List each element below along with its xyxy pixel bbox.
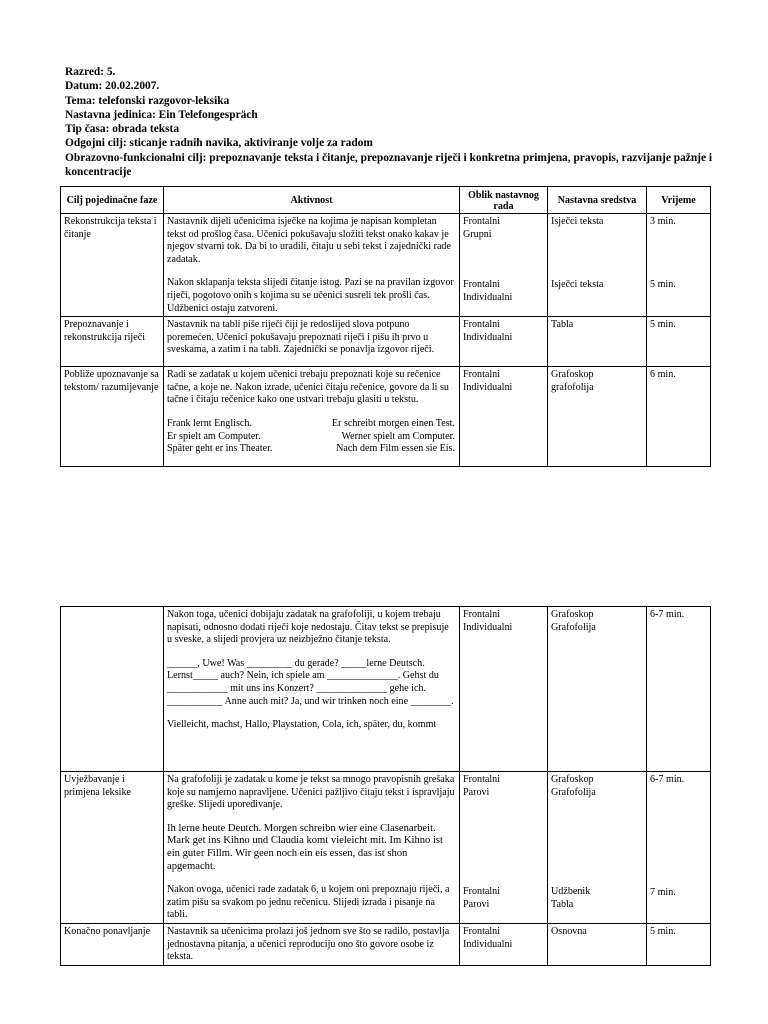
table-row bbox=[61, 317, 711, 367]
activity-cell bbox=[164, 214, 460, 317]
sentence: Er spielt am Computer. bbox=[167, 430, 261, 442]
means-value: Isječci teksta bbox=[551, 278, 604, 290]
means-cell: Tabla bbox=[548, 317, 647, 367]
error-text-exercise: Ih lerne heute Deutch. Morgen schreibn wier eine Clasenarbeit. Mark get ins Kihno und Claudia komt vieleicht mit. Im Kihno ist ein guter Fillm. Wir geen noch ein eis essen, das ist shon apgemacht. bbox=[167, 822, 443, 872]
phase-cell: Pobliže upoznavanje sa tekstom/ razumijevanje bbox=[61, 367, 164, 467]
phase-cell: Konačno ponavljanje bbox=[61, 924, 164, 966]
time-value: 5 min. bbox=[650, 278, 676, 290]
form-cell: Frontalni Individualni bbox=[460, 367, 548, 467]
means-cell: Grafoskop grafofolija bbox=[548, 367, 647, 467]
table-row bbox=[61, 367, 711, 467]
lesson-header bbox=[65, 65, 715, 179]
header-date: Datum: 20.02.2007. bbox=[65, 80, 160, 93]
table-header-row bbox=[61, 187, 711, 214]
time-cell: 6 min. bbox=[647, 367, 711, 467]
form-cell: Frontalni Individualni bbox=[460, 317, 548, 367]
column-header-phase: Cilj pojedinačne faze bbox=[61, 187, 164, 214]
means-value: Udžbenik Tabla bbox=[551, 886, 591, 910]
cloze-exercise: ______, Uwe! Was _________ du gerade? _____lerne Deutsch. Lernst_____ auch? Nein, ich spiele am ______________. Gehst du ____________ mit uns ins Konzert? ______________ gehe ich. ___________ Anne auch mit? Ja, und wir trinken noch eine ________. bbox=[167, 657, 454, 707]
means-value: Grafoskop Grafofolija bbox=[551, 774, 596, 798]
column-header-time: Vrijeme bbox=[647, 187, 711, 214]
table-row bbox=[61, 924, 711, 966]
column-header-activity: Aktivnost bbox=[164, 187, 460, 214]
means-value: Isječci teksta bbox=[551, 216, 604, 227]
table-row bbox=[61, 214, 711, 317]
time-cell: 6-7 min. bbox=[647, 607, 711, 772]
activity-text: Nakon ovoga, učenici rade zadatak 6, u kojem oni prepoznaju riječi, a zatim pišu sa svakom po jednu rečenicu. Slijedi izrada i pisanje na tabli. bbox=[167, 884, 450, 921]
header-functional-goal: Obrazovno-funkcionalni cilj: prepoznavanje teksta i čitanje, prepoznavanje riječi i konkretna primjena, pravopis, razvijanje pažnje i koncentracije bbox=[65, 151, 713, 179]
form-value: Frontalni Parovi bbox=[463, 886, 501, 910]
column-header-form: Oblik nastavnog rada bbox=[460, 187, 548, 214]
activity-text: Radi se zadatak u kojem učenici trebaju prepoznati koje su rečenice tačne, a koje ne. Nakon izrade, učenici čitaju rečenice, govore da li su tačne i čitaju rečenice kako one ustvari trebaju glasiti u tekstu. bbox=[167, 369, 449, 406]
header-topic: Tema: telefonski razgovor-leksika bbox=[65, 94, 230, 107]
time-value: 7 min. bbox=[650, 886, 676, 898]
form-cell bbox=[460, 772, 548, 924]
phase-cell: Rekonstrukcija teksta i čitanje bbox=[61, 214, 164, 317]
activity-text: Nastavnik dijeli učenicima isječke na kojima je napisan kompletan tekst od prošlog časa. Učenici pokušavaju složiti tekst onako kakav je njegov stvarni tok. Da bi to uradili, čitaju u sebi tekst i zajednički rade zadatak. bbox=[167, 216, 451, 265]
time-value: 3 min. bbox=[650, 216, 676, 227]
form-cell: Frontalni Individualni bbox=[460, 607, 548, 772]
sentence: Später geht er ins Theater. bbox=[167, 443, 273, 455]
sentence: Nach dem Film essen sie Eis. bbox=[336, 443, 455, 455]
lesson-plan-table-page-2 bbox=[60, 606, 711, 966]
sentence: Werner spielt am Computer. bbox=[341, 430, 455, 442]
time-cell: 5 min. bbox=[647, 317, 711, 367]
activity-cell bbox=[164, 772, 460, 924]
activity-cell: Nastavnik sa učenicima prolazi još jednom sve što se radilo, postavlja jednostavna pitanja, a učenici reproduciju ono što govore osobe iz teksta. bbox=[164, 924, 460, 966]
table-row bbox=[61, 772, 711, 924]
time-cell: 5 min. bbox=[647, 924, 711, 966]
form-value: Frontalni Individualni bbox=[463, 279, 513, 303]
phase-cell bbox=[61, 607, 164, 772]
true-false-sentences bbox=[167, 418, 456, 456]
means-cell: Osnovna bbox=[548, 924, 647, 966]
sentence: Frank lernt Englisch. bbox=[167, 417, 252, 429]
form-value: Frontalni Grupni bbox=[463, 216, 501, 240]
header-educational-goal: Odgojni cilj: sticanje radnih navika, aktiviranje volje za radom bbox=[65, 137, 373, 150]
phase-cell: Prepoznavanje i rekonstrukcija riječi bbox=[61, 317, 164, 367]
lesson-plan-table-page-1 bbox=[60, 186, 711, 467]
time-value: 6-7 min. bbox=[650, 774, 685, 785]
time-cell bbox=[647, 772, 711, 924]
time-cell bbox=[647, 214, 711, 317]
header-lesson-unit: Nastavna jedinica: Ein Telefongespräch bbox=[65, 108, 258, 121]
word-bank: Vielleicht, machst, Hallo, Playstation, Cola, ich, später, du, kommt bbox=[167, 719, 437, 731]
activity-text: Na grafofoliji je zadatak u kome je tekst sa mnogo pravopisnih grešaka koje su namjerno napravljene. Učenici pažljivo čitaju tekst i ispravljaju greške. Slijedi upoređivanje. bbox=[167, 774, 455, 811]
phase-cell: Uvježbavanje i primjena leksike bbox=[61, 772, 164, 924]
table-row bbox=[61, 607, 711, 772]
means-cell bbox=[548, 772, 647, 924]
means-cell: Grafoskop Grafofolija bbox=[548, 607, 647, 772]
activity-cell: Nastavnik na tabli piše riječi čiji je redoslijed slova potpuno poremećen. Učenici pokušavaju prepoznati riječi i pišu ih prvo u sveskama, a zatim i na tabli. Zajednički se ponavlja izgovor riječi. bbox=[164, 317, 460, 367]
column-header-means: Nastavna sredstva bbox=[548, 187, 647, 214]
form-cell bbox=[460, 214, 548, 317]
form-value: Frontalni Parovi bbox=[463, 774, 501, 798]
activity-cell bbox=[164, 367, 460, 467]
sentence: Er schreibt morgen einen Test. bbox=[331, 417, 455, 429]
header-lesson-type: Tip časa: obrada teksta bbox=[65, 123, 180, 136]
activity-text: Nakon sklapanja teksta slijedi čitanje istog. Pazi se na pravilan izgovor riječi, pogotovo onih s kojima su se učenici susreli tek prošli čas. Udžbenici ostaju zatvoreni. bbox=[167, 277, 454, 314]
activity-text: Nakon toga, učenici dobijaju zadatak na grafofoliji, u kojem trebaju napisati, odnosno dodati riječi koje nedostaju. Čitav tekst se prepisuje u sveske, a slijedi provjera uz neizbježno čitanje teksta. bbox=[167, 609, 449, 646]
header-grade: Razred: 5. bbox=[65, 66, 116, 78]
means-cell bbox=[548, 214, 647, 317]
form-cell: Frontalni Individualni bbox=[460, 924, 548, 966]
activity-cell bbox=[164, 607, 460, 772]
